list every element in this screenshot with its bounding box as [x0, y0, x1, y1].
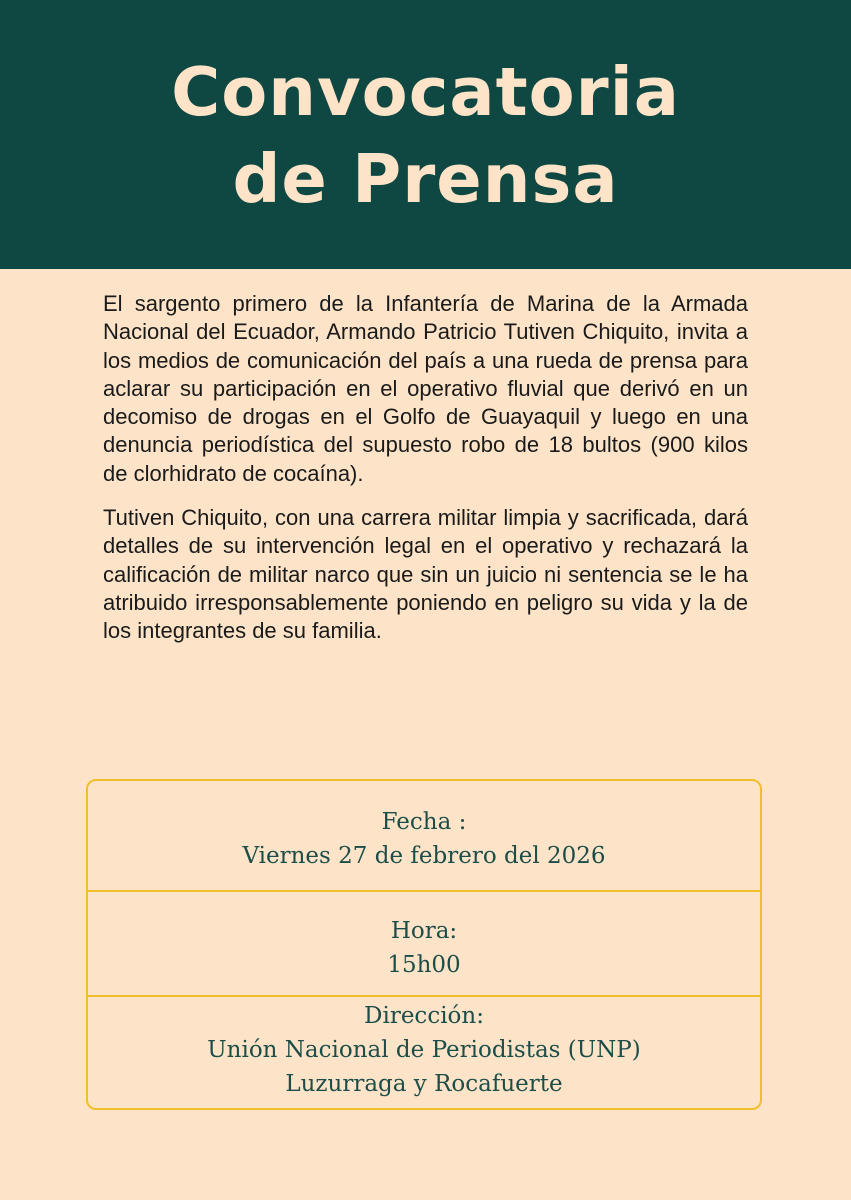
date-value: Viernes 27 de febrero del 2026	[242, 843, 606, 869]
time-section	[88, 892, 760, 997]
address-section	[88, 997, 760, 1110]
date-label: Fecha :	[381, 809, 467, 835]
announcement-paragraph-2: Tutiven Chiquito, con una carrera militar limpia y sacrificada, dará detalles de su intervención legal en el operativo y rechazará la calificación de militar narco que sin un juicio ni sentencia se le ha atribuido irresponsablemente poniendo en peligro su vida y la de los integrantes de su familia.	[103, 505, 748, 644]
page-title-line-2: de Prensa	[232, 140, 619, 218]
address-line-2: Luzurraga y Rocafuerte	[285, 1071, 563, 1097]
page-title-line-1: Convocatoria	[171, 53, 680, 131]
header-banner	[0, 0, 851, 269]
address-label: Dirección:	[364, 1003, 484, 1029]
time-value: 15h00	[387, 952, 461, 978]
event-details-box	[86, 779, 762, 1110]
announcement-paragraph-1: El sargento primero de la Infantería de Marina de la Armada Nacional del Ecuador, Armando Patricio Tutiven Chiquito, invita a los medios de comunicación del país a una rueda de prensa para aclarar su participación en el operativo fluvial que derivó en un decomiso de drogas en el Golfo de Guayaquil y luego en una denuncia periodística del supuesto robo de 18 bultos (900 kilos de clorhidrato de cocaína).	[103, 291, 748, 486]
date-section	[88, 781, 760, 892]
announcement-body	[103, 290, 748, 662]
address-line-1: Unión Nacional de Periodistas (UNP)	[207, 1037, 641, 1063]
time-label: Hora:	[390, 918, 458, 944]
